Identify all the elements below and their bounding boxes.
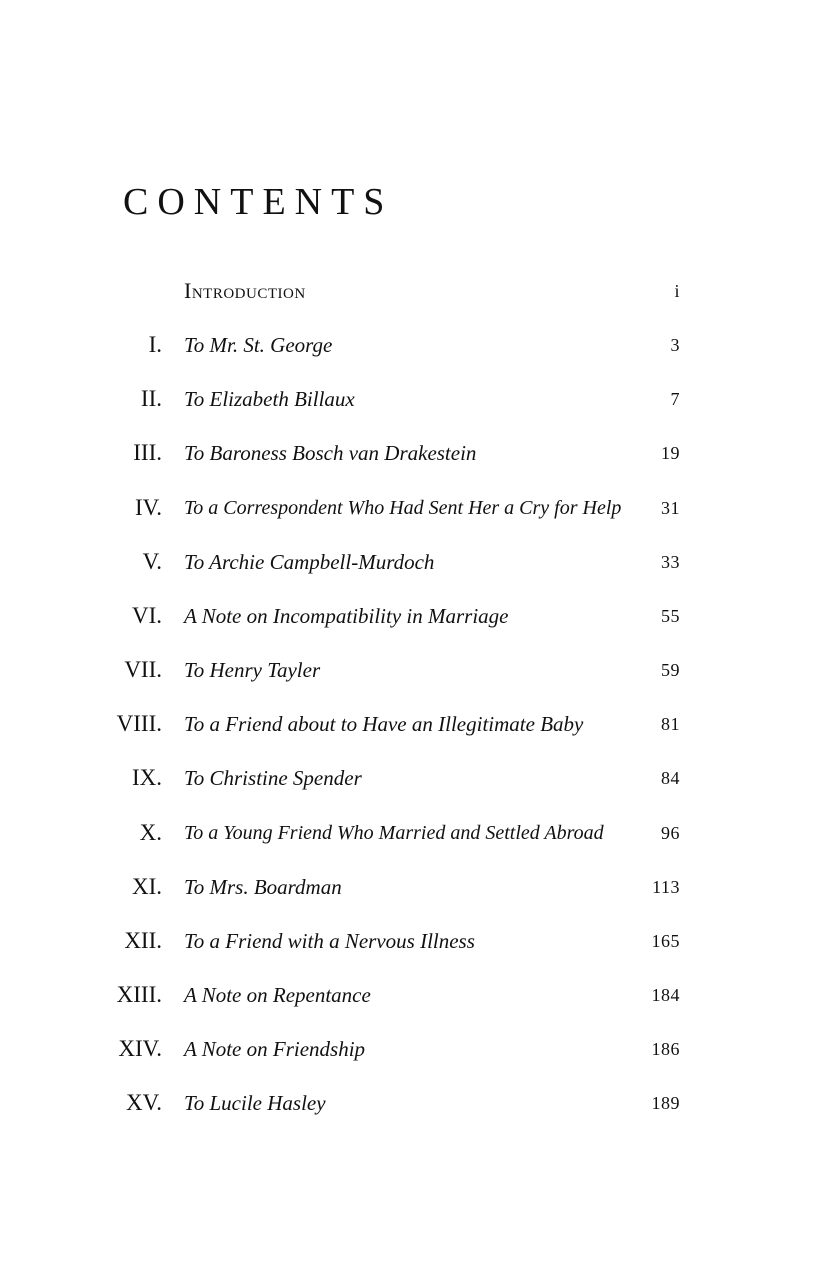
chapter-title: To Elizabeth Billaux xyxy=(184,387,355,411)
page-number: 189 xyxy=(651,1093,680,1113)
chapter-numeral: V. xyxy=(142,549,162,574)
toc-entry[interactable] xyxy=(0,1029,825,1069)
contents-heading: CONTENTS xyxy=(123,181,394,223)
toc-entry[interactable] xyxy=(0,867,825,907)
toc-entry[interactable] xyxy=(0,433,825,473)
chapter-title: To a Correspondent Who Had Sent Her a Cry for Help xyxy=(184,497,622,519)
page-number: 81 xyxy=(661,714,680,734)
chapter-numeral: XIII. xyxy=(116,982,162,1007)
toc-entry[interactable] xyxy=(0,325,825,365)
chapter-numeral: XII. xyxy=(124,928,162,953)
chapter-numeral: XI. xyxy=(131,874,162,899)
page-number: 96 xyxy=(661,823,680,843)
chapter-title: To Christine Spender xyxy=(184,766,362,790)
toc-entry[interactable] xyxy=(0,758,825,798)
chapter-numeral: XV. xyxy=(125,1090,162,1115)
chapter-numeral: II. xyxy=(140,386,162,411)
page-number: 55 xyxy=(661,606,680,626)
chapter-title: A Note on Repentance xyxy=(184,983,371,1007)
chapter-title: Introduction xyxy=(184,278,306,303)
chapter-numeral: IX. xyxy=(131,765,162,790)
toc-entry-introduction[interactable] xyxy=(0,271,825,311)
chapter-numeral: XIV. xyxy=(118,1036,162,1061)
chapter-numeral: VII. xyxy=(124,657,162,682)
page-number: 7 xyxy=(670,389,680,409)
page-number: 165 xyxy=(651,931,680,951)
chapter-title: To Lucile Hasley xyxy=(184,1091,326,1115)
chapter-title: To Mrs. Boardman xyxy=(184,875,342,899)
toc-entry[interactable] xyxy=(0,704,825,744)
page-number: 84 xyxy=(661,768,680,788)
chapter-numeral: I. xyxy=(148,332,162,357)
chapter-title: A Note on Incompatibility in Marriage xyxy=(184,604,509,628)
chapter-title: To a Young Friend Who Married and Settled Abroad xyxy=(184,822,604,844)
chapter-numeral: VI. xyxy=(131,603,162,628)
page-number: 113 xyxy=(652,877,680,897)
page-number: 184 xyxy=(651,985,680,1005)
page-number: 33 xyxy=(661,552,680,572)
chapter-numeral: III. xyxy=(133,440,162,465)
page-number: 31 xyxy=(661,498,680,518)
chapter-title: To Mr. St. George xyxy=(184,333,333,357)
chapter-title: To Henry Tayler xyxy=(184,658,321,682)
chapter-title: To Archie Campbell-Murdoch xyxy=(184,550,435,574)
chapter-title: A Note on Friendship xyxy=(184,1037,366,1061)
chapter-title: To a Friend with a Nervous Illness xyxy=(184,929,475,953)
toc-entry[interactable] xyxy=(0,975,825,1015)
toc-entry[interactable] xyxy=(0,1083,825,1123)
chapter-title: To Baroness Bosch van Drakestein xyxy=(184,441,477,465)
page-number: 3 xyxy=(670,335,680,355)
toc-entry[interactable] xyxy=(0,488,825,528)
page-number: 186 xyxy=(651,1039,680,1059)
toc-entry[interactable] xyxy=(0,813,825,853)
toc-entry[interactable] xyxy=(0,542,825,582)
page-number: 19 xyxy=(661,443,680,463)
chapter-numeral: VIII. xyxy=(116,711,162,736)
chapter-title: To a Friend about to Have an Illegitimate Baby xyxy=(184,712,584,736)
toc-entry[interactable] xyxy=(0,596,825,636)
chapter-numeral: X. xyxy=(139,820,162,845)
chapter-numeral: IV. xyxy=(134,495,162,520)
toc-entry[interactable] xyxy=(0,921,825,961)
toc-entry[interactable] xyxy=(0,379,825,419)
page-number: 59 xyxy=(661,660,680,680)
toc-entry[interactable] xyxy=(0,650,825,690)
page-number: i xyxy=(674,281,680,301)
